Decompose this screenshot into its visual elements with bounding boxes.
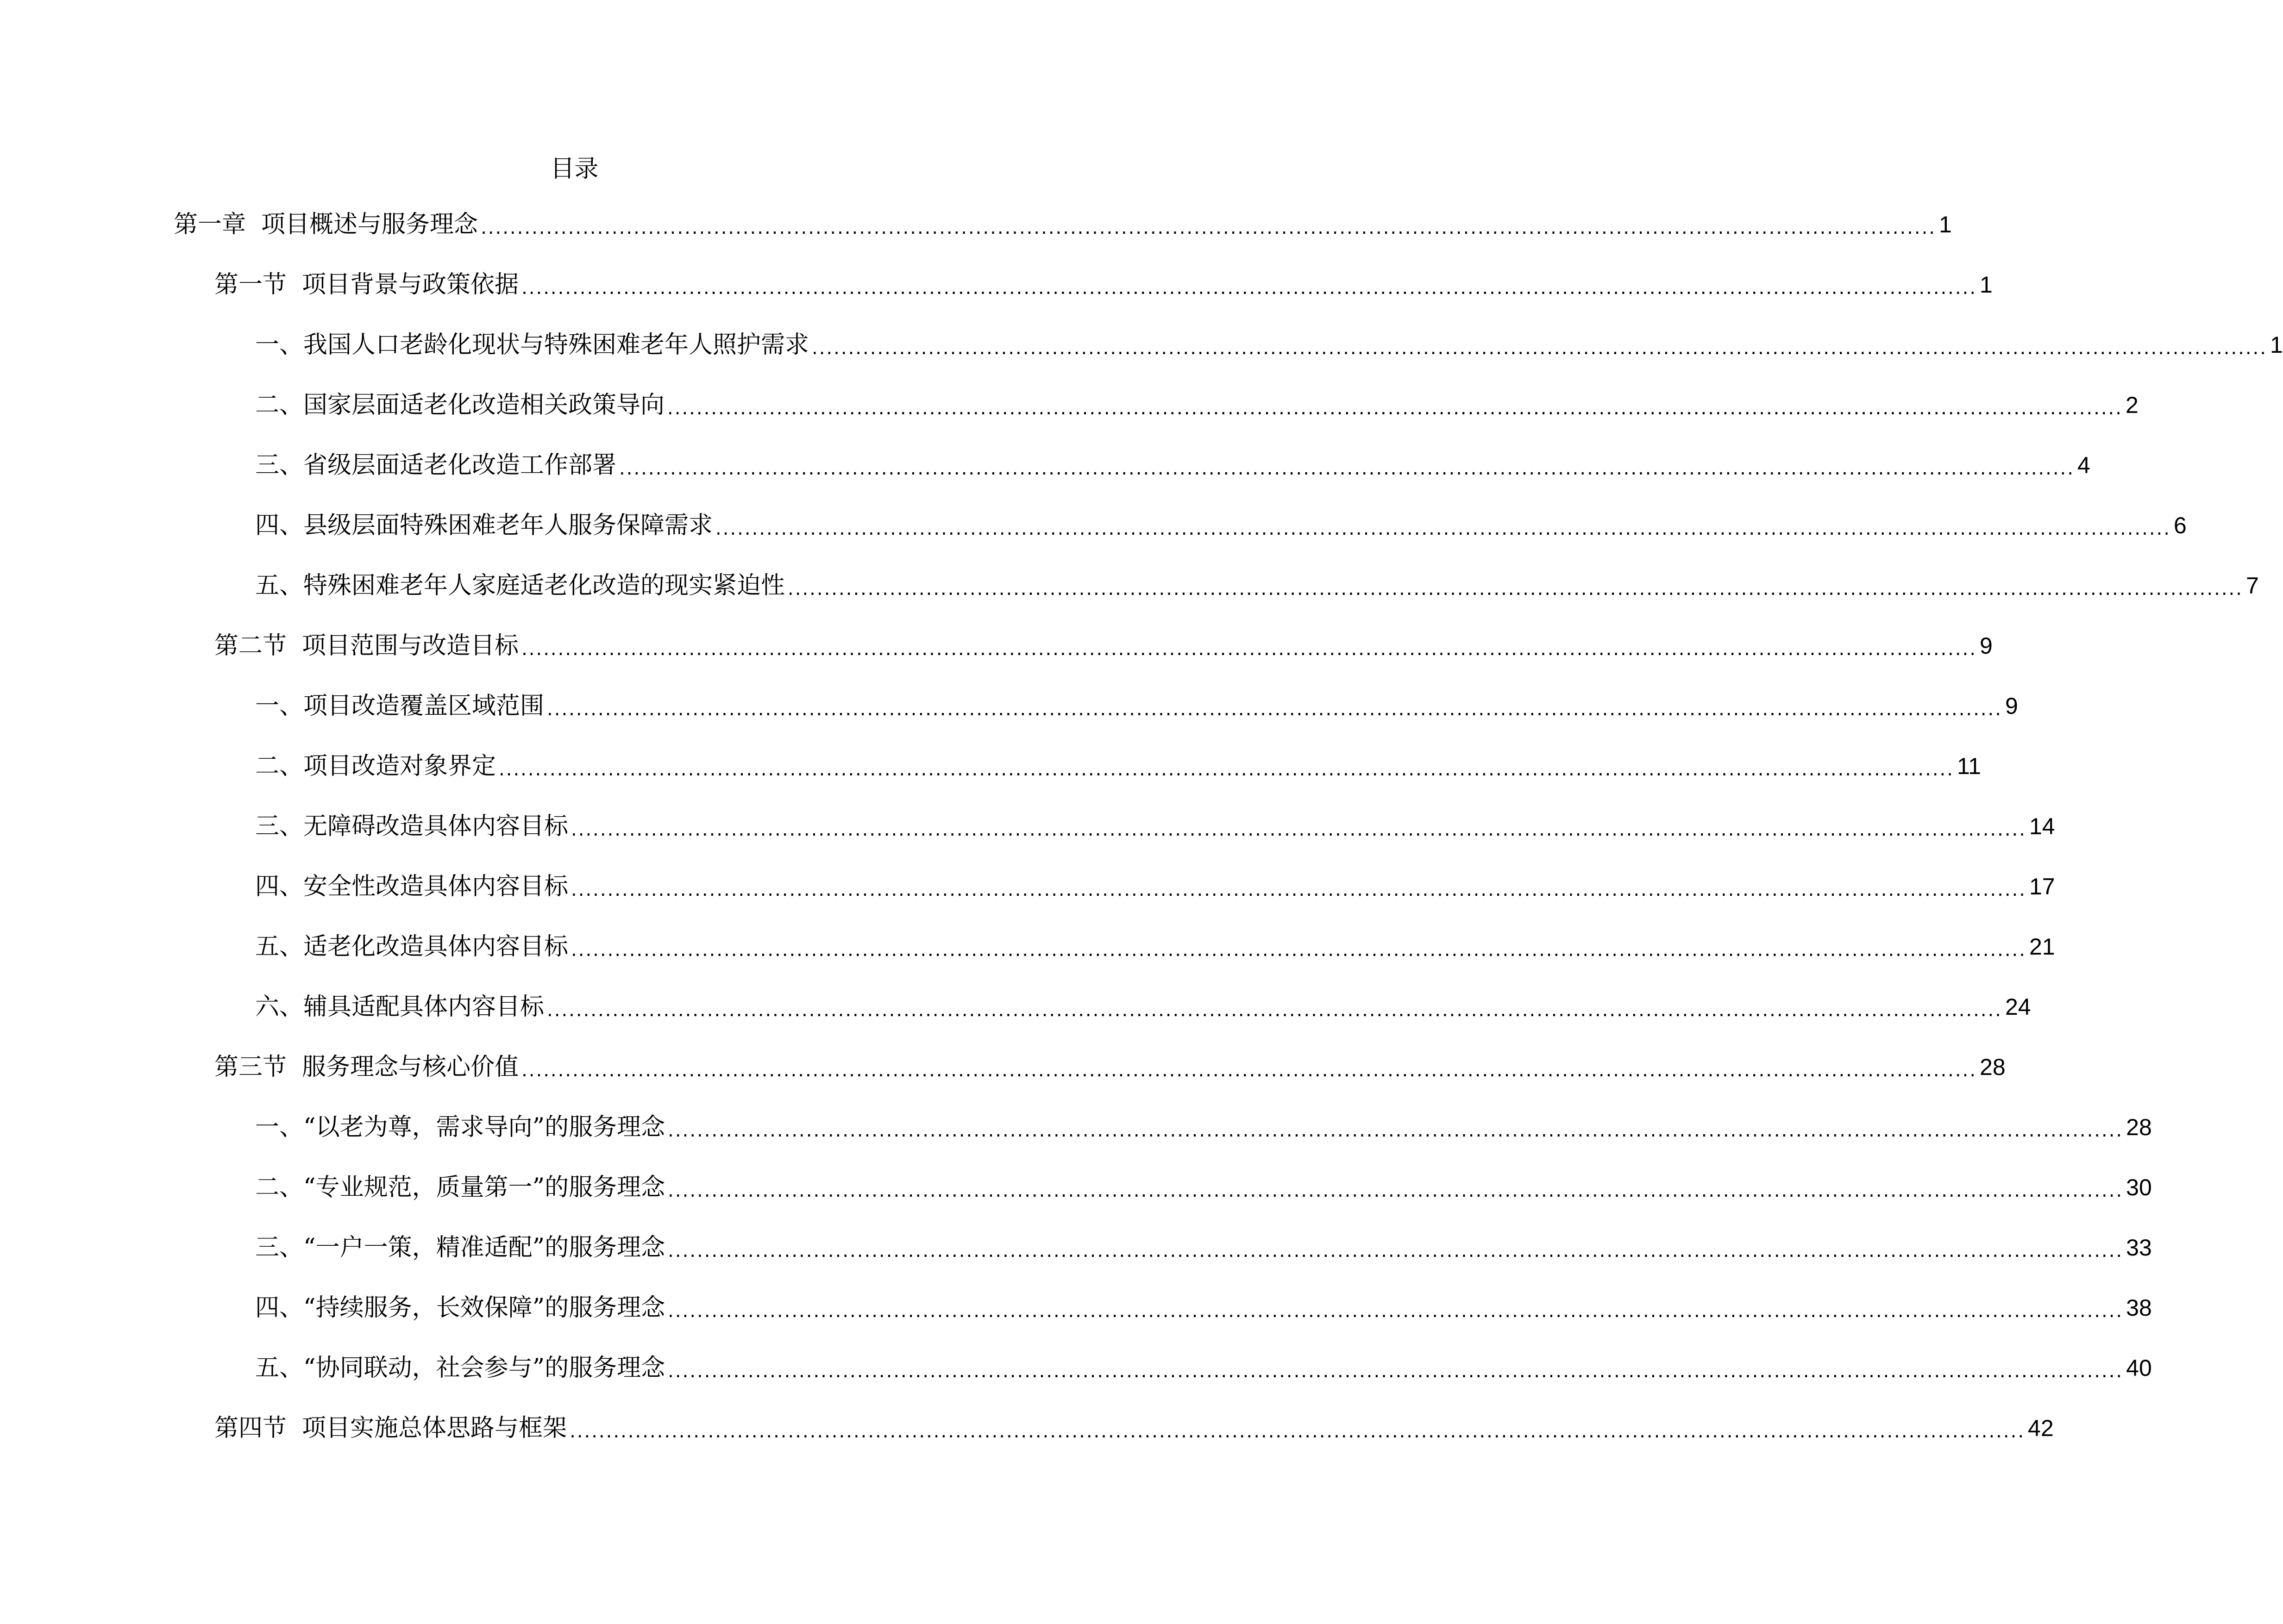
toc-title: 目录 [550, 155, 599, 183]
dot-leader: ........................................................................................................................................................................................................ [715, 518, 2171, 539]
toc-entry-item[interactable] [255, 326, 2283, 363]
toc-entry-label: 第一章 项目概述与服务理念 [174, 211, 478, 238]
toc-entry-section-4[interactable] [214, 1410, 2054, 1447]
toc-entry-section-2[interactable] [214, 627, 1993, 664]
dot-leader: ........................................................................................................................................................................................................ [481, 217, 1937, 238]
toc-entry-item[interactable] [255, 507, 2187, 544]
toc-entry-page: 14 [2029, 813, 2055, 839]
toc-entry-label: 一、我国人口老龄化现状与特殊困难老年人照护需求 [255, 331, 809, 359]
dot-leader: ........................................................................................................................................................................................................ [668, 1300, 2124, 1322]
toc-entry-page: 24 [2005, 994, 2031, 1020]
dot-leader: ........................................................................................................................................................................................................ [812, 337, 2267, 359]
dot-leader: ........................................................................................................................................................................................................ [571, 819, 2026, 840]
toc-entry-item[interactable] [255, 808, 2055, 845]
toc-entry-page: 7 [2245, 573, 2259, 599]
toc-entry-item[interactable] [255, 748, 1981, 785]
toc-entry-label: 一、项目改造覆盖区域范围 [255, 692, 545, 720]
toc-entry-page: 4 [2077, 452, 2090, 478]
toc-entry-item[interactable] [255, 988, 2031, 1025]
dot-leader: ........................................................................................................................................................................................................ [668, 1240, 2124, 1262]
toc-entry-label: 三、“一户一策，精准适配”的服务理念 [255, 1234, 665, 1262]
toc-entry-section-3[interactable] [214, 1049, 2006, 1086]
toc-entry-label: 五、“协同联动，社会参与”的服务理念 [255, 1354, 665, 1382]
dot-leader: ........................................................................................................................................................................................................ [547, 999, 2002, 1021]
toc-entry-page: 38 [2126, 1295, 2152, 1321]
dot-leader: ........................................................................................................................................................................................................ [571, 879, 2026, 900]
toc-entry-item[interactable] [255, 447, 2090, 484]
toc-entry-page: 28 [1980, 1054, 2006, 1080]
toc-entry-label: 四、“持续服务，长效保障”的服务理念 [255, 1294, 665, 1322]
toc-entry-section-1[interactable] [214, 266, 1993, 303]
dot-leader: ........................................................................................................................................................................................................ [521, 638, 1977, 660]
toc-entry-label: 二、“专业规范，质量第一”的服务理念 [255, 1174, 665, 1201]
toc-entry-page: 28 [2126, 1114, 2152, 1140]
toc-entry-label: 二、项目改造对象界定 [255, 752, 496, 780]
dot-leader: ........................................................................................................................................................................................................ [571, 939, 2026, 961]
toc-entry-label: 三、无障碍改造具体内容目标 [255, 812, 569, 840]
toc-entry-label: 三、省级层面适老化改造工作部署 [255, 451, 617, 479]
toc-entry-item[interactable] [255, 687, 2018, 725]
toc-entry-label: 五、适老化改造具体内容目标 [255, 933, 569, 961]
toc-entry-page: 42 [2028, 1415, 2054, 1441]
toc-entry-page: 2 [2125, 392, 2139, 418]
toc-entry-item[interactable] [255, 1349, 2152, 1387]
toc-entry-page: 40 [2126, 1355, 2152, 1381]
toc-entry-item[interactable] [255, 1169, 2152, 1206]
toc-entry-chapter-1[interactable] [174, 206, 1952, 243]
dot-leader: ........................................................................................................................................................................................................ [788, 578, 2243, 600]
toc-entry-label: 五、特殊困难老年人家庭适老化改造的现实紧迫性 [255, 572, 785, 600]
toc-entry-item[interactable] [255, 1109, 2152, 1146]
toc-entry-label: 六、辅具适配具体内容目标 [255, 993, 545, 1021]
dot-leader: ........................................................................................................................................................................................................ [521, 1060, 1977, 1081]
toc-entry-page: 11 [1957, 753, 1981, 779]
toc-entry-item[interactable] [255, 1289, 2152, 1326]
dot-leader: ........................................................................................................................................................................................................ [499, 759, 1954, 780]
toc-entry-page: 21 [2029, 934, 2055, 960]
dot-leader: ........................................................................................................................................................................................................ [619, 458, 2075, 479]
toc-entry-page: 6 [2173, 512, 2187, 538]
toc-entry-item[interactable] [255, 387, 2139, 424]
dot-leader: ........................................................................................................................................................................................................ [668, 1120, 2124, 1141]
dot-leader: ........................................................................................................................................................................................................ [668, 1361, 2124, 1382]
dot-leader: ........................................................................................................................................................................................................ [570, 1421, 2026, 1442]
toc-entry-page: 33 [2126, 1235, 2152, 1261]
toc-entry-label: 二、国家层面适老化改造相关政策导向 [255, 391, 665, 419]
dot-leader: ........................................................................................................................................................................................................ [547, 699, 2002, 720]
toc-entry-page: 17 [2029, 874, 2055, 899]
toc-entry-item[interactable] [255, 868, 2055, 905]
toc-entry-item[interactable] [255, 1229, 2152, 1266]
toc-entry-page: 1 [1980, 272, 1993, 298]
toc-entry-label: 第一节 项目背景与政策依据 [214, 271, 519, 299]
toc-entry-label: 第二节 项目范围与改造目标 [214, 632, 519, 660]
toc-entry-page: 30 [2126, 1174, 2152, 1200]
toc-entry-page: 9 [2005, 693, 2018, 719]
toc-entry-item[interactable] [255, 928, 2055, 965]
toc-entry-label: 第三节 服务理念与核心价值 [214, 1053, 519, 1081]
toc-entry-label: 一、“以老为尊，需求导向”的服务理念 [255, 1113, 665, 1141]
toc-entry-page: 1 [1939, 212, 1952, 237]
toc-entry-label: 四、县级层面特殊困难老年人服务保障需求 [255, 512, 713, 539]
toc-entry-page: 9 [1980, 633, 1993, 659]
toc-entry-item[interactable] [255, 567, 2259, 604]
dot-leader: ........................................................................................................................................................................................................ [668, 1180, 2124, 1201]
dot-leader: ........................................................................................................................................................................................................ [667, 398, 2123, 419]
toc-entry-label: 第四节 项目实施总体思路与框架 [214, 1414, 567, 1442]
dot-leader: ........................................................................................................................................................................................................ [521, 277, 1977, 299]
toc-entry-page: 1 [2270, 332, 2283, 358]
toc-entry-label: 四、安全性改造具体内容目标 [255, 873, 569, 900]
